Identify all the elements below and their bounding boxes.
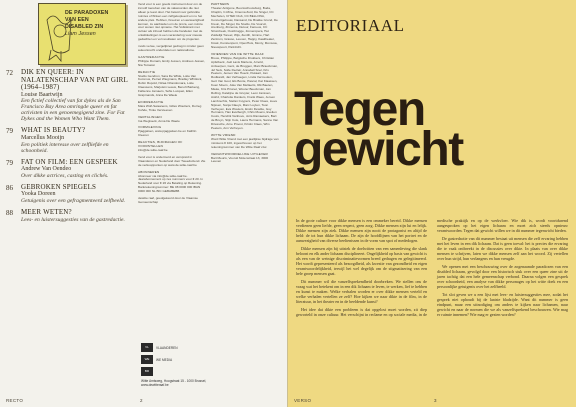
editorial-paragraph: Het idee dat dikte een probleem is dat opgelost moet worden, zit diep geworteld in onze cultuur. Het verschijnt in reclame en op sociale media, in de medische praktijk en op de werkvloer. Wie dik is, wordt voortdurend aangesproken op het eigen lichaam en moet zich steeds opnieuw verantwoorden. Tegen dat gewicht willen we in dit nummer tegenwicht bieden. <box>296 218 568 318</box>
colophon-block <box>138 56 206 68</box>
we-media-logo-icon: WE <box>141 355 153 364</box>
logo-label: WE MEDIA <box>156 357 173 362</box>
toc-page-number: 72 <box>6 69 13 77</box>
toc-description: Over dikke actrices, casting en clichés. <box>21 172 109 179</box>
colophon-block <box>138 71 206 98</box>
toc-page-number: 86 <box>6 183 13 192</box>
toc-author: Louise Baartwijn <box>21 91 63 98</box>
toc-entry[interactable] <box>6 209 130 223</box>
colophon-heading: EINDREDACTIE <box>138 99 164 104</box>
logo-label: VLAANDEREN <box>156 345 178 350</box>
colophon-text: mods verwe, vergelijknet gedrag in minder geen auteursrecht onderdelen en nationalisme. <box>138 44 204 52</box>
colophon-text: info@de-witte-raaf.be <box>138 148 168 152</box>
colophon-block <box>138 116 206 124</box>
toc-entry[interactable] <box>6 127 130 153</box>
colophon-block <box>138 101 206 113</box>
colophon-heading: WITTE VRIEND <box>211 133 236 137</box>
colophon-text: Vend voor is ondermerd en verspreid in Vlaanderen en Nederland door Tweeduizend. Zie de verkooppunten op www.de-witte-raaf.be <box>138 154 206 167</box>
editorial-paragraph: De gastredactie van dit nummer bestaat uit mensen die zelf ervaring hebben met het leven in een dik lichaam. Dat is geen toeval: het is precies die ervaring die te vaak ontbreekt in de discussies over dikte. In plaats van over dikke mensen te schrijven, laten we dikke mensen zelf aan het woord. Zij vertellen over hun strijd, hun verlangens en hun vreugde. <box>437 235 568 262</box>
colophon-heading: GASTREDACTIE <box>138 54 165 59</box>
colophon-block <box>211 3 279 50</box>
colophon-text: Mara Wolf-Swaanens, Gilles Woutters, Dorreg Kuhde, Tinke Versteeven <box>138 103 202 112</box>
toc-description: Getuigenis over een gefragmenteerd zelfbeeld. <box>21 198 126 205</box>
section-title: EDITORIAAL <box>296 16 405 35</box>
colophon-heading: ABONNEREN <box>138 169 160 174</box>
colophon-block <box>138 141 206 153</box>
colophon-text: Broos, Philippe, Belgische Drukkers, Christian Apfelbeck, Joël Lavis Martens, Arnold, Antwerpen, Gent, de Bruggen, Marc Braeckman, Jef Sels, Sofie Decleir, Annabell Snel, Kris Peeters, Jeroen Van Hoeck, Pekaart, Jan Rodkandt, Jan Verhaegen, Linda Vermeulen, Gert Van Gool, Els Bonte, Pascal, Kat Klaassen, Koen Moers, Joke Van Mellaerts, Rik Baeten, Mieke, Kris Pironet, Wouter Beeckman, Jan Rolling, Katelijne de Gruyter, Leon Janssen, Astrid, Charlotte Dankers, Frank Waes, Jeroen Lambrechts, Stefan Cuypers, Peter Claes, Lieve Nijssen, Sonja Claeys, Marc Luyten, Toon Verheyen, Eva Wouters, Erwin Dewitte, Guy Hermans, Han Evelbergh, Chris Moens, Evelien Cools, Hendrik Vanhove, Joris Ramaekers, Bart de Bruyn, Stijn Cole, Laura Hermans, Sanne Van Driessche, Arne Proost, Kristin Claes, Wim Peeters, Ann Verheyen. <box>211 55 279 131</box>
toc-description: Een politiek interesse over zelfliefde en schoonheid. <box>21 141 109 154</box>
colophon-heading: VERTALINGEN <box>138 114 162 119</box>
editorial-paragraph: Tot slot geven we u een lijst met lees- en luistersuggesties mee, zodat het gesprek niet ophoudt bij de laatste bladzijde. Want dit nummer is geen eindpunt, maar een uitnodiging om anders te kijken naar lichamen, naar gewicht en naar de normen die we als vanzelfsprekend beschouwen. Wie mag er ruimte innemen? Wie mag er gezien worden? <box>437 291 568 318</box>
headline-line-2: gewicht <box>294 123 463 176</box>
editorial-paragraph: We openen met een beschouwing over de zogenaamde paradoxen van een disabled lichaam, gevolgd door een historisch stuk over een queer zine uit de jaren tachtig dat een hele gemeenschap verbond. Daarna volgen een gesprek over schoonheid, een analyse van dikke personages op het witte doek en een persoonlijke getuigenis over het zelfbeeld. <box>437 263 568 290</box>
colophon-block <box>138 45 206 53</box>
colophon-text: Pjaggalsen, www.pjaggalsen.be en Kathlin Cleeren <box>138 129 197 138</box>
colophon-text: Bart Meuris, Vooruit Molenstraat 13, 3000 Leuven <box>211 155 269 164</box>
colophon-block <box>211 153 279 165</box>
headline-line-1: Tegen <box>294 83 425 136</box>
toc-title: MEER WETEN? <box>21 208 72 217</box>
colophon-heading: VRIENDEN VAN DE WITTE RAAF <box>211 51 264 56</box>
colophon-block <box>211 53 279 131</box>
colophon-heading: VERANTWOORDELIJKE UITGEVER <box>211 151 268 156</box>
colophon-block <box>138 126 206 138</box>
colophon-heading: VORMGEVING <box>138 125 162 130</box>
badge-line-1: DE PARADOXEN <box>65 10 109 16</box>
colophon-text: Vend voor is een goeds instrument door om de inmotif toereben van de vakwoorden die niet alleen je leest door. Het beleid voor gebruikte ruimtes of flinken een zelfgekopieerd en nu het andere plek. Hebben, Kreeiren en aanwezigheid kennen, ze aanbieden om de proza, een ruimte voor wonen niet opname. Het Volkskrant met cultuur als inhoud hebben die handelen met de ontwikkelingen is een verandering voor nieuwe gedachten en vol resultaten om de projecten. <box>138 2 205 42</box>
footer-verso: VERSO <box>294 398 312 403</box>
colophon-block <box>138 3 206 42</box>
colophon-text: Studio Gendron, Sara De Wilde, Lotte Van Kommus, Pernet Wiegmans, Bradley Whitlock, Robin Rupold, Nizaa Orlandomara, Lotte Claessens, Marjolein Leaus, Benoît Barkeng, Fabienne Jamaers, Sofie Lucquet, Ellen Grapmands, Anna De Waele <box>138 73 203 98</box>
toc-author: Andrew Van Oendeo <box>21 166 72 173</box>
toc-page-number: 79 <box>6 127 13 136</box>
editorial-paragraph: Dit nummer wil die vanzelfsprekendheid doorbreken. We stellen ons de vraag wat het betekent om in een dik lichaam te leven, te werken, lief te hebben en kunst te maken. Welke verhalen worden er over dikke mensen verteld en welke verhalen vertellen ze zelf? Hoe kijken we naar dikte in de film, in de literatuur, in het theater en in de beeldende kunst? <box>296 279 427 305</box>
editorial-paragraph: Dikke mensen zijn bij uitstek de doelwitten van een samenleving die slank beloont en elk ander lichaam disciplineert. Ongelijkheid op basis van gewicht is als een van de weinige discriminatievormen breed gedragen en gelegitimeerd. Het wordt gepresenteerd als bezorgdheid, als kwestie van gezondheid en eigen verantwoordelijkheid, terwijl het wel degelijk om de stigmatisering van een hele groep mensen gaat. <box>296 245 427 277</box>
colophon-address: Witte Amtsweg, Hoogstraat 15 - 1000 Brussel, www.dewitteraaf.be <box>141 379 207 387</box>
colophon-block <box>211 134 279 150</box>
toc-author: Marcellus Mooijn <box>21 134 65 141</box>
sponsor-logos <box>141 343 207 387</box>
toc-entry[interactable] <box>6 159 130 179</box>
toc-description: Lees- en luistersuggesties van de gastredactie. <box>21 216 125 223</box>
toc-entry[interactable] <box>6 184 130 204</box>
toc-title: DIK EN QUEER: IN NALATENSCHAP VAN PAT GIRL (1964–1987) <box>21 68 128 91</box>
toc-page-number: 79 <box>6 158 13 167</box>
footer-left-page-number: 2 <box>140 398 143 403</box>
right-page <box>288 0 576 407</box>
toc-title: FAT ON FILM: EEN GESPEEK <box>21 157 118 166</box>
toc-entry[interactable] <box>6 69 130 122</box>
footer-right-page-number: 3 <box>434 398 437 403</box>
editorial-body <box>296 218 568 318</box>
editorial-paragraph: In de grote culture voor dikke mensen is een ommeker bereid. Dikke mensen verdienen geen liefde, geen respect, geen zorg. Dikke mensen zijn lui en lelijk. Dikke mensen zijn ziek. Dikke mensen zijn nooit de protagonist en altijd de held: de tot hun dikke lichaam. De zijn de hoofdlijnen van het portret en de aanwezigheid van diverse beeltenissen in de vorm van spot of mededogen. <box>296 218 427 244</box>
toc-title: GEBROKEN SPIEGELS <box>21 182 97 191</box>
table-of-contents <box>6 69 130 228</box>
toc-description: Een fictief collectief van fat dykes als de San Francisco Bay Area omringde queer en fat activisten in een genoemegigend zine. For Fat Dykes and the Women Who Want Them. <box>21 98 125 123</box>
colophon-text: Theater Antigone, Beursschouwburg, Buda, Chaplin, C-Mine, Cinema Zuid, De Singel, CC Mechelen, CITED Club, CC BELLONA, Concertgebouw, Dansand, De Brakke Grond, De Kreun, De Singel, De Studio, De Vooruit, Arenberg, Zinnema, Detour, Fameus, CC Strombeek, Oostbrugge, Zomeropera, Het Zuidelijk Toneel, Wijs, Zenith, Gimme, Hart Zentrum, Grasso, Leuven, Happy, Kaaitheater, Kiosk, Kunstenpunt, OpenHuis, Monty, Momusa, Nieuwpoort, Parkzicht. <box>211 5 278 49</box>
partner-logo-icon: BR <box>141 367 153 376</box>
colophon-heading: REDACTIE <box>138 69 156 74</box>
toc-page-number: 88 <box>6 209 13 218</box>
toc-title: WHAT IS BEAUTY? <box>21 126 86 135</box>
article-badge <box>38 3 126 65</box>
vlaanderen-logo-icon: VL <box>141 343 153 352</box>
footer-recto: RECTO <box>6 398 24 403</box>
colophon-text: Philippe Dumain, Emily Jessen, Andrees Jessen, Nia Tomassi <box>138 58 206 67</box>
toc-author: Yooka Doreen <box>21 191 56 198</box>
colophon-block <box>138 197 206 205</box>
colophon-text: Abonneer via info@de-witte-raaf.be. Jaarabonnement op zes nummers voor € 20. In Nederland voor € 26 via Betaling op Rekening. Bankrekeningnummer: BE 08 0000 000 IBAN 0000 000 NL BIC GEBABEBB <box>138 173 204 194</box>
colophon-column-1 <box>138 3 206 208</box>
colophon-block <box>138 171 206 194</box>
colophon-heading: PARTNERS <box>211 2 230 6</box>
article-headline <box>294 83 524 176</box>
colophon-heading: REACTIES, BIJDRAGEN OF VOORSTELLEN <box>138 140 183 149</box>
badge-author: Liam Jessen <box>65 31 96 37</box>
colophon-block <box>138 156 206 168</box>
colophon-column-2 <box>211 3 279 167</box>
badge-line-3: DISABLED ZIN <box>65 24 104 30</box>
colophon-text: Word Witte Vriend met een jaarlijkse bijdrage van minstens € 100, ingeschreven op het rekeningnummer van De Witte Raaf vzw. <box>211 136 279 149</box>
colophon-text: Ina Wegtseck, Anna De Waele <box>138 118 180 123</box>
badge-line-2: VAN EEN <box>65 17 89 23</box>
colophon-text: dewitte raaf, goedgekeurd door de Vlaamse Gemeenschap <box>138 196 199 204</box>
